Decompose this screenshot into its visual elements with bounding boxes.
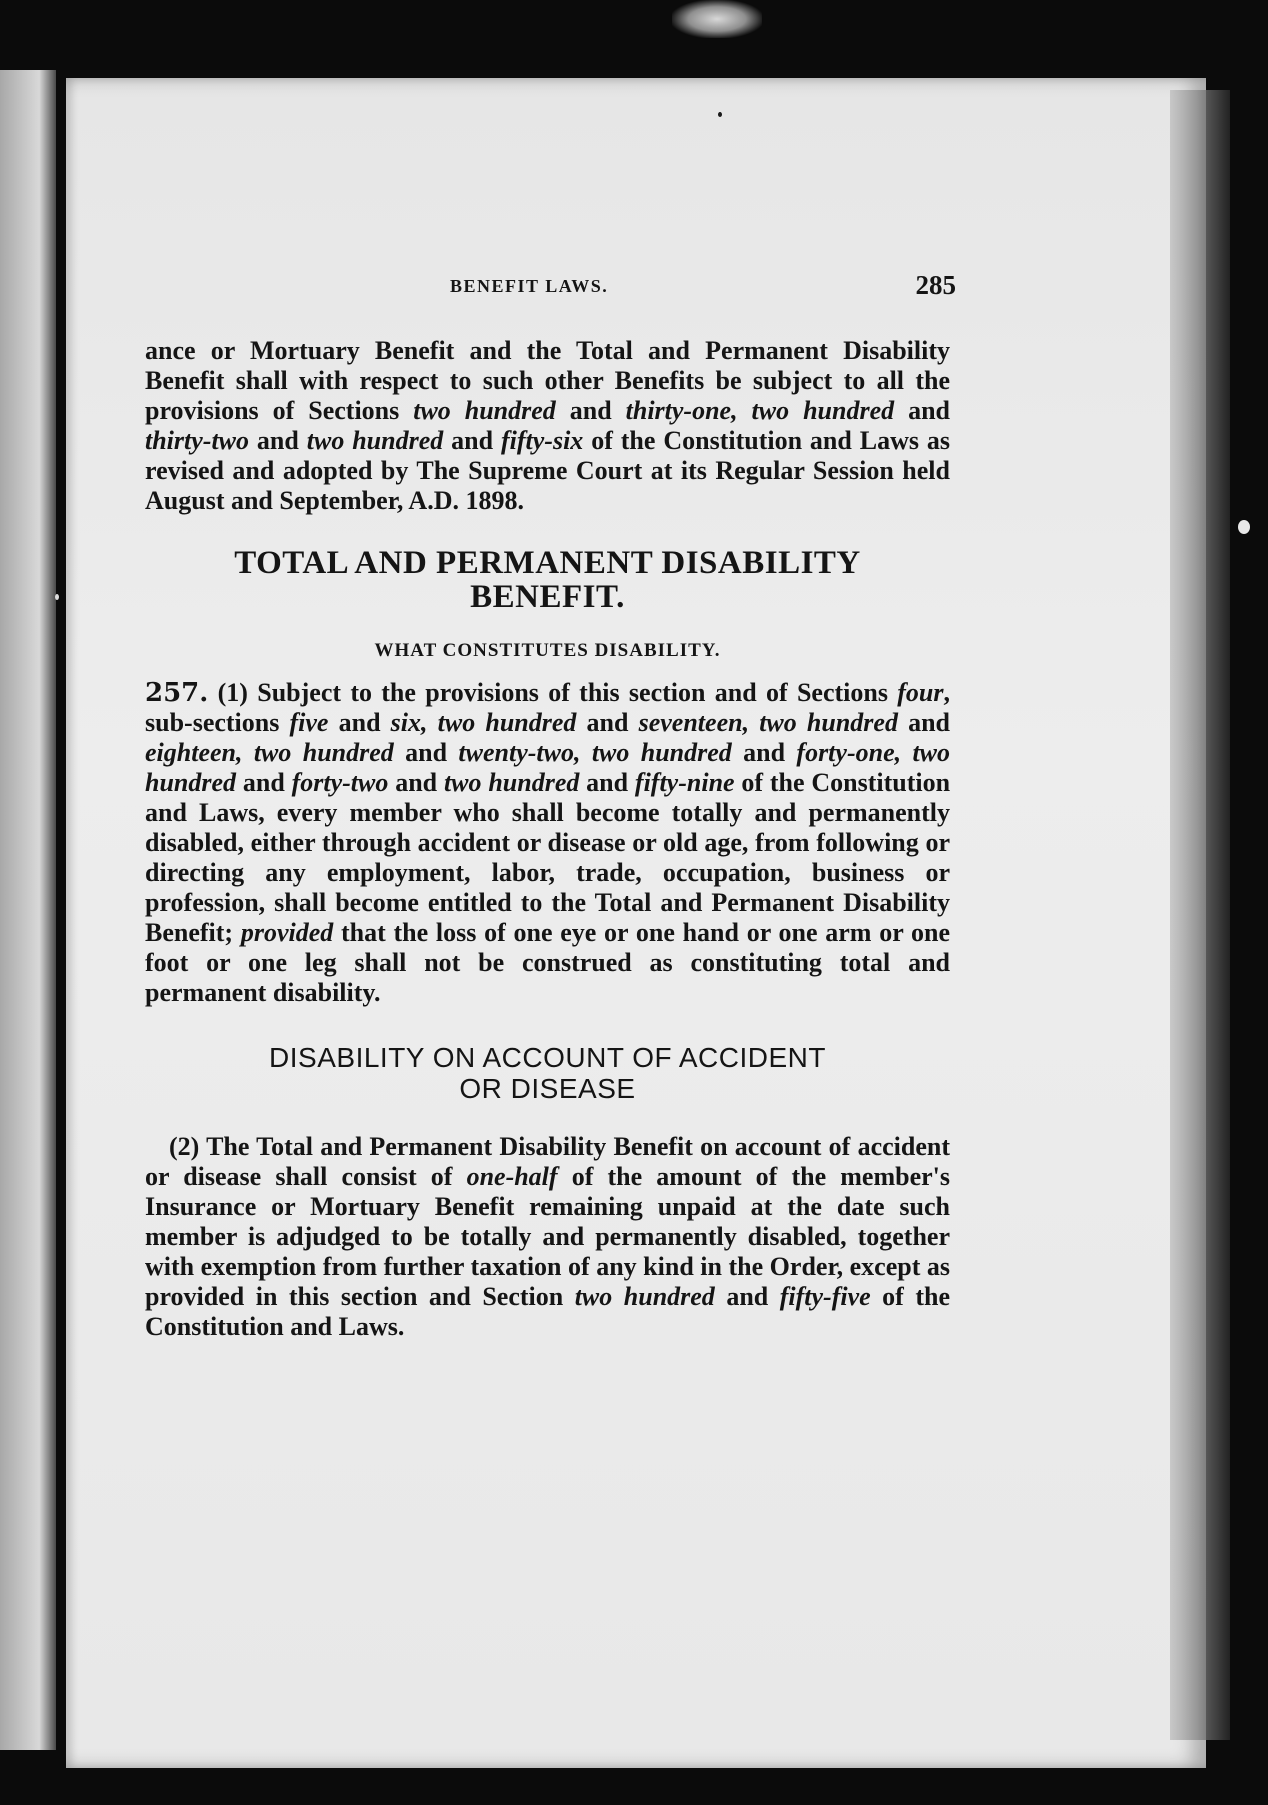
italic-run: forty-one, two hundred	[145, 738, 951, 797]
section-257-paragraph	[145, 678, 950, 1008]
page-right-edge-shadow	[1170, 90, 1230, 1740]
facing-page-edge	[0, 70, 56, 1750]
text-run: of the Constitution and Laws as revised and adopted by The Supreme Court at its Regular Session held August and September, A.D. 1898.	[145, 426, 951, 515]
text-run: that the loss of one eye or one hand or one arm or one foot or one leg shall not be construed as constituting total and permanent disability.	[145, 918, 950, 1007]
text-run: , sub-sections	[145, 678, 950, 737]
italic-run: four	[897, 678, 944, 707]
text-run: ance or Mortuary Benefit and the Total and Permanent Disability Benefit shall with respect to such other Benefits be subject to all the provisions of Sections	[145, 336, 950, 425]
italic-run: fifty-six	[501, 426, 584, 455]
subsection-heading	[145, 1042, 950, 1104]
italic-run: twenty-two, two hundred	[458, 738, 732, 767]
text-run: and	[576, 708, 639, 737]
italic-run: six, two hundred	[390, 708, 577, 737]
text-run: and	[388, 768, 444, 797]
text-run: and	[894, 396, 951, 425]
scan-speck	[1238, 520, 1250, 534]
subsection-heading-line: OR DISEASE	[459, 1073, 636, 1104]
text-run: and	[393, 738, 459, 767]
intro-paragraph	[145, 336, 950, 516]
text-run: of the amount of the member's Insurance or Mortuary Benefit remaining unpaid at the date such member is adjudged to be totally and permanently disabled, together with exemption from further taxation of any kind in the Order, except as provided in this section and Section	[145, 1162, 950, 1311]
italic-run: two hundred	[443, 768, 580, 797]
italic-run: forty-two	[291, 768, 389, 797]
scan-speck	[55, 594, 59, 600]
page-number: 285	[915, 270, 956, 300]
text-run: of the Constitution and Laws, every member who shall become totally and permanently disabled, either through accident or disease or old age, from following or directing any employment, labor, trade, occupation, business or profession, shall become entitled to the Total and Permanent Disability Benefit;	[145, 768, 951, 947]
running-title: BENEFIT LAWS.	[450, 276, 609, 296]
subheading: WHAT CONSTITUTES DISABILITY.	[374, 640, 721, 661]
italic-run: fifty-nine	[634, 768, 735, 797]
italic-run: two hundred	[413, 396, 556, 425]
section-heading-line: TOTAL AND PERMANENT DISABILITY	[234, 545, 861, 581]
italic-run: provided	[240, 918, 334, 947]
running-head	[145, 270, 956, 310]
text-run: and	[249, 426, 307, 455]
section-heading	[145, 546, 950, 614]
text-run: and	[714, 1282, 780, 1311]
text-run: and	[443, 426, 501, 455]
text-run: and	[731, 738, 797, 767]
page-content	[145, 270, 956, 1342]
text-run: and	[236, 768, 292, 797]
italic-run: thirty-one, two hundred	[625, 396, 895, 425]
italic-run: one-half	[466, 1162, 558, 1191]
subsection-2-paragraph	[145, 1132, 950, 1342]
italic-run: thirty-two	[145, 426, 250, 455]
subsection-heading-line: DISABILITY ON ACCOUNT OF ACCIDENT	[269, 1042, 826, 1073]
italic-run: fifty-five	[779, 1282, 871, 1311]
ink-speck	[718, 112, 722, 117]
text-run: of the Constitution and Laws.	[145, 1282, 950, 1341]
text-run: and	[328, 708, 391, 737]
italic-run: seventeen, two hundred	[638, 708, 898, 737]
italic-run: five	[289, 708, 329, 737]
section-number: 257.	[145, 678, 209, 708]
scan-smudge-top	[672, 0, 762, 38]
text-run: and	[555, 396, 626, 425]
text-run: and	[579, 768, 635, 797]
italic-run: two hundred	[574, 1282, 715, 1311]
section-heading-line: BENEFIT.	[470, 579, 625, 615]
text-run: (1) Subject to the provisions of this section and of Sections	[208, 678, 898, 707]
text-run: (2) The Total and Permanent Disability Benefit on account of accident or disease shall consist of	[145, 1132, 950, 1191]
text-run: and	[897, 708, 951, 737]
italic-run: eighteen, two hundred	[145, 738, 394, 767]
italic-run: two hundred	[306, 426, 444, 455]
